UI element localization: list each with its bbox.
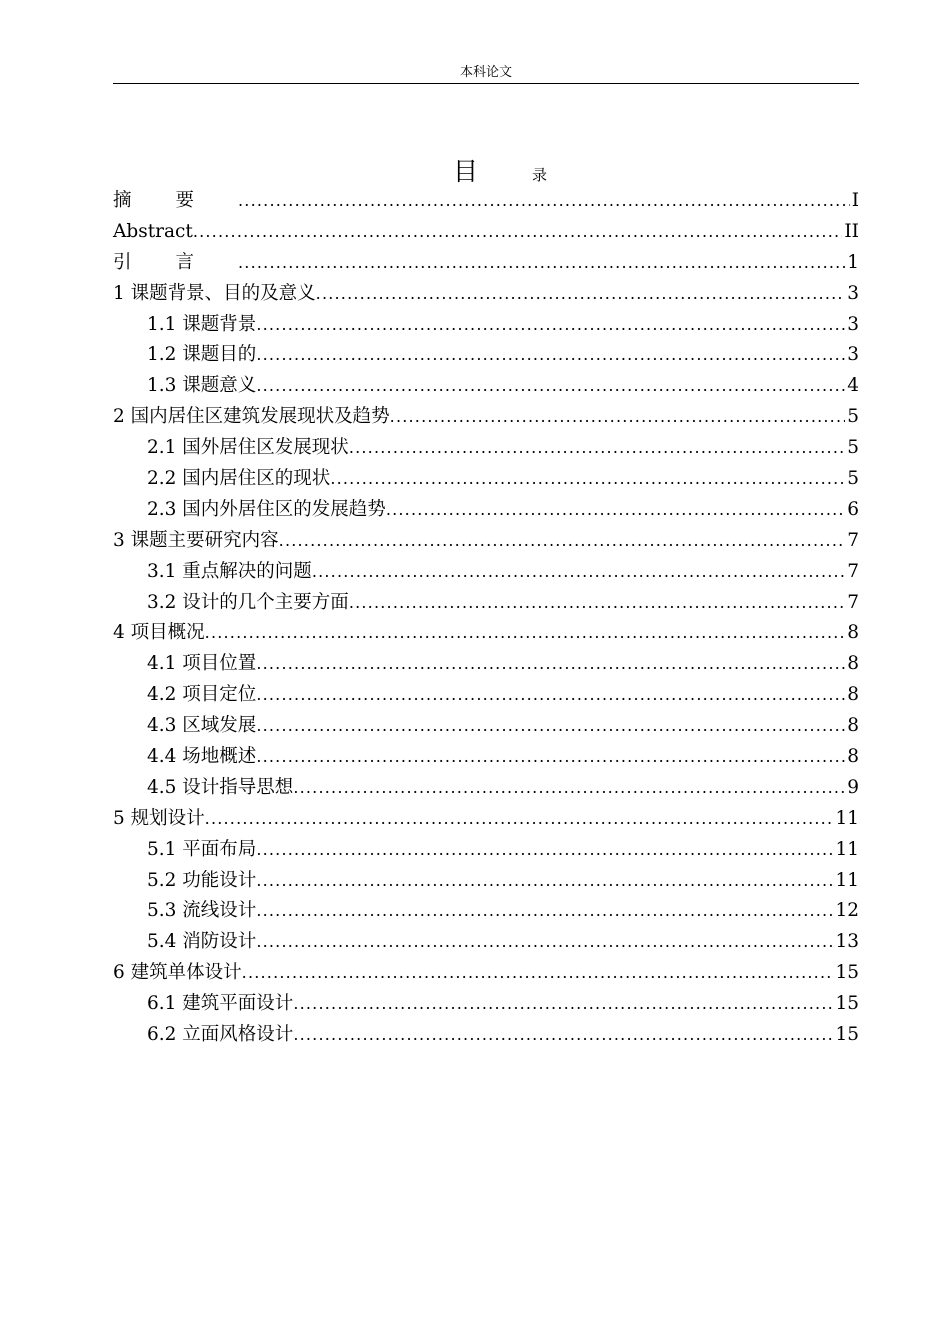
toc-leader-dots bbox=[256, 711, 845, 742]
toc-entry[interactable] bbox=[113, 680, 859, 711]
toc-entry-page: 15 bbox=[835, 993, 859, 1015]
toc-leader-dots bbox=[279, 526, 846, 557]
toc-entry-label: 1 课题背景、目的及意义 bbox=[113, 282, 316, 304]
toc-entry-page: 5 bbox=[847, 437, 859, 459]
toc-entry-label: 4 项目概况 bbox=[113, 622, 205, 644]
toc-entry-page: II bbox=[844, 220, 859, 242]
toc-entry[interactable] bbox=[113, 402, 859, 433]
toc-leader-dots bbox=[256, 371, 845, 402]
toc-entry-label: 1.2 课题目的 bbox=[147, 344, 257, 366]
toc-entry-label: 5.4 消防设计 bbox=[147, 931, 257, 953]
toc-entry[interactable] bbox=[113, 958, 859, 989]
toc-entry[interactable] bbox=[113, 186, 859, 217]
toc-entry-page: 8 bbox=[847, 684, 859, 706]
toc-entry-label: 5.1 平面布局 bbox=[147, 838, 257, 860]
toc-entry-page: 7 bbox=[847, 591, 859, 613]
toc-entry-label: 3.2 设计的几个主要方面 bbox=[147, 591, 349, 613]
toc-entry-label: 2.1 国外居住区发展现状 bbox=[147, 437, 349, 459]
toc-entry[interactable] bbox=[113, 989, 859, 1020]
toc-entry[interactable] bbox=[113, 526, 859, 557]
toc-leader-dots bbox=[256, 310, 845, 341]
toc-entry[interactable] bbox=[113, 371, 859, 402]
toc-entry[interactable] bbox=[113, 464, 859, 495]
toc-entry[interactable] bbox=[113, 495, 859, 526]
toc-entry[interactable] bbox=[113, 557, 859, 588]
toc-entry-page: 8 bbox=[847, 746, 859, 768]
toc-entry[interactable] bbox=[113, 804, 859, 835]
toc-title-part2: 录 bbox=[532, 166, 548, 184]
toc-leader-dots bbox=[293, 989, 833, 1020]
toc-entry-page: 8 bbox=[847, 622, 859, 644]
toc-leader-dots bbox=[349, 433, 845, 464]
toc-entry-page: 11 bbox=[835, 869, 859, 891]
toc-entry-label: 引言 bbox=[113, 251, 239, 273]
toc-entry-label: 4.3 区域发展 bbox=[147, 715, 257, 737]
toc-entry[interactable] bbox=[113, 649, 859, 680]
toc-leader-dots bbox=[256, 866, 833, 897]
toc-entry-page: 5 bbox=[847, 406, 859, 428]
toc-entry-label: 2 国内居住区建筑发展现状及趋势 bbox=[113, 406, 390, 428]
toc-entry-page: 15 bbox=[835, 962, 859, 984]
toc-entry-label: 4.2 项目定位 bbox=[147, 684, 257, 706]
toc-entry-label: 6.2 立面风格设计 bbox=[147, 1024, 294, 1046]
toc-entry-label: 3.1 重点解决的问题 bbox=[147, 560, 312, 582]
toc-leader-dots bbox=[293, 1020, 833, 1051]
toc-entry[interactable] bbox=[113, 835, 859, 866]
toc-entry-label: 4.4 场地概述 bbox=[147, 746, 257, 768]
toc-entry[interactable] bbox=[113, 217, 859, 248]
toc-entry-page: 11 bbox=[835, 807, 859, 829]
table-of-contents bbox=[113, 186, 859, 1051]
toc-entry-page: 3 bbox=[847, 344, 859, 366]
toc-leader-dots bbox=[390, 402, 846, 433]
toc-entry-label: 3 课题主要研究内容 bbox=[113, 529, 279, 551]
toc-leader-dots bbox=[205, 618, 846, 649]
toc-entry[interactable] bbox=[113, 618, 859, 649]
toc-entry[interactable] bbox=[113, 711, 859, 742]
toc-entry[interactable] bbox=[113, 279, 859, 310]
header-rule bbox=[113, 83, 859, 84]
toc-entry-page: 5 bbox=[847, 468, 859, 490]
toc-leader-dots bbox=[316, 279, 846, 310]
toc-leader-dots bbox=[256, 649, 845, 680]
toc-leader-dots bbox=[238, 186, 850, 217]
toc-leader-dots bbox=[205, 804, 834, 835]
toc-leader-dots bbox=[256, 742, 845, 773]
toc-entry-label: 5.2 功能设计 bbox=[147, 869, 257, 891]
toc-entry-page: 8 bbox=[847, 653, 859, 675]
toc-entry-page: 4 bbox=[847, 375, 859, 397]
toc-entry[interactable] bbox=[113, 773, 859, 804]
toc-entry-page: 11 bbox=[835, 838, 859, 860]
toc-entry[interactable] bbox=[113, 433, 859, 464]
toc-entry-page: 6 bbox=[847, 498, 859, 520]
toc-entry-label: 5.3 流线设计 bbox=[147, 900, 257, 922]
toc-entry-page: 7 bbox=[847, 529, 859, 551]
toc-title-part1: 目 bbox=[452, 157, 478, 186]
toc-entry-label: 4.1 项目位置 bbox=[147, 653, 257, 675]
toc-entry[interactable] bbox=[113, 248, 859, 279]
toc-entry-page: 7 bbox=[847, 560, 859, 582]
toc-entry-label: 6 建筑单体设计 bbox=[113, 962, 242, 984]
toc-title bbox=[113, 152, 859, 188]
toc-leader-dots bbox=[256, 835, 833, 866]
page-header: 本科论文 bbox=[459, 65, 512, 80]
toc-entry-label: Abstract bbox=[113, 220, 193, 242]
toc-entry-page: 9 bbox=[847, 776, 859, 798]
toc-leader-dots bbox=[193, 217, 843, 248]
toc-entry-label: 5 规划设计 bbox=[113, 807, 205, 829]
toc-entry-label: 4.5 设计指导思想 bbox=[147, 776, 294, 798]
toc-leader-dots bbox=[330, 464, 845, 495]
toc-entry-page: 3 bbox=[847, 282, 859, 304]
toc-leader-dots bbox=[256, 680, 845, 711]
toc-entry-page: 12 bbox=[835, 900, 859, 922]
toc-entry[interactable] bbox=[113, 896, 859, 927]
toc-leader-dots bbox=[349, 588, 845, 619]
toc-entry-label: 1.1 课题背景 bbox=[147, 313, 257, 335]
toc-leader-dots bbox=[256, 340, 845, 371]
toc-entry[interactable] bbox=[113, 927, 859, 958]
toc-entry-label: 1.3 课题意义 bbox=[147, 375, 257, 397]
toc-leader-dots bbox=[242, 958, 834, 989]
toc-entry[interactable] bbox=[113, 340, 859, 371]
toc-leader-dots bbox=[293, 773, 845, 804]
toc-entry[interactable] bbox=[113, 742, 859, 773]
toc-entry-page: 3 bbox=[847, 313, 859, 335]
toc-entry-page: 15 bbox=[835, 1024, 859, 1046]
toc-entry[interactable] bbox=[113, 866, 859, 897]
toc-leader-dots bbox=[256, 896, 833, 927]
toc-entry-page: I bbox=[851, 190, 859, 211]
toc-entry-page: 1 bbox=[847, 251, 859, 273]
toc-entry[interactable] bbox=[113, 1020, 859, 1051]
toc-entry-page: 8 bbox=[847, 715, 859, 737]
toc-entry-page: 13 bbox=[835, 931, 859, 953]
toc-entry[interactable] bbox=[113, 588, 859, 619]
toc-leader-dots bbox=[238, 248, 845, 279]
toc-entry-label: 2.2 国内居住区的现状 bbox=[147, 468, 331, 490]
toc-entry-label: 摘要 bbox=[113, 190, 239, 211]
toc-entry-label: 6.1 建筑平面设计 bbox=[147, 993, 294, 1015]
toc-entry-label: 2.3 国内外居住区的发展趋势 bbox=[147, 498, 386, 520]
toc-leader-dots bbox=[256, 927, 833, 958]
toc-entry[interactable] bbox=[113, 310, 859, 341]
toc-leader-dots bbox=[312, 557, 845, 588]
toc-leader-dots bbox=[386, 495, 845, 526]
